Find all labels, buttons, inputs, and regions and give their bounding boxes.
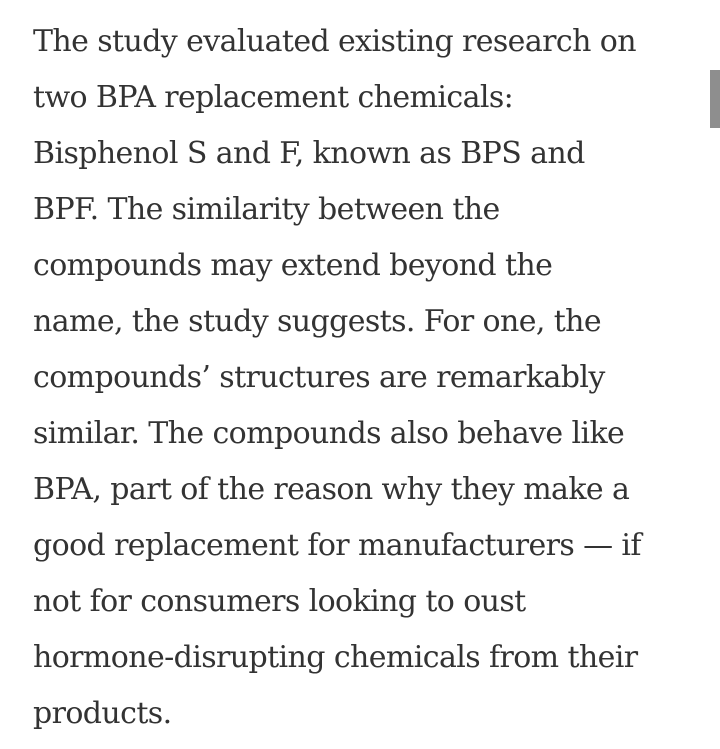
scrollbar[interactable] bbox=[710, 0, 720, 749]
scrollbar-thumb[interactable] bbox=[710, 70, 720, 128]
paragraph-line: compounds may extend beyond the bbox=[33, 248, 553, 283]
paragraph-line: name, the study suggests. For one, the bbox=[33, 304, 602, 339]
paragraph-line: BPA, part of the reason why they make a bbox=[33, 472, 630, 507]
paragraph-line: not for consumers looking to oust bbox=[33, 584, 526, 619]
paragraph-line: BPF. The similarity between the bbox=[33, 192, 500, 227]
paragraph-line: Bisphenol S and F, known as BPS and bbox=[33, 136, 585, 171]
article-paragraph bbox=[33, 14, 703, 742]
paragraph-line: The study evaluated existing research on bbox=[33, 24, 636, 59]
paragraph-line: hormone-disrupting chemicals from their bbox=[33, 640, 638, 675]
paragraph-line: products. bbox=[33, 696, 172, 731]
paragraph-line: compounds’ structures are remarkably bbox=[33, 360, 605, 395]
paragraph-line: good replacement for manufacturers — if bbox=[33, 528, 641, 563]
paragraph-line: similar. The compounds also behave like bbox=[33, 416, 625, 451]
paragraph-line: two BPA replacement chemicals: bbox=[33, 80, 514, 115]
